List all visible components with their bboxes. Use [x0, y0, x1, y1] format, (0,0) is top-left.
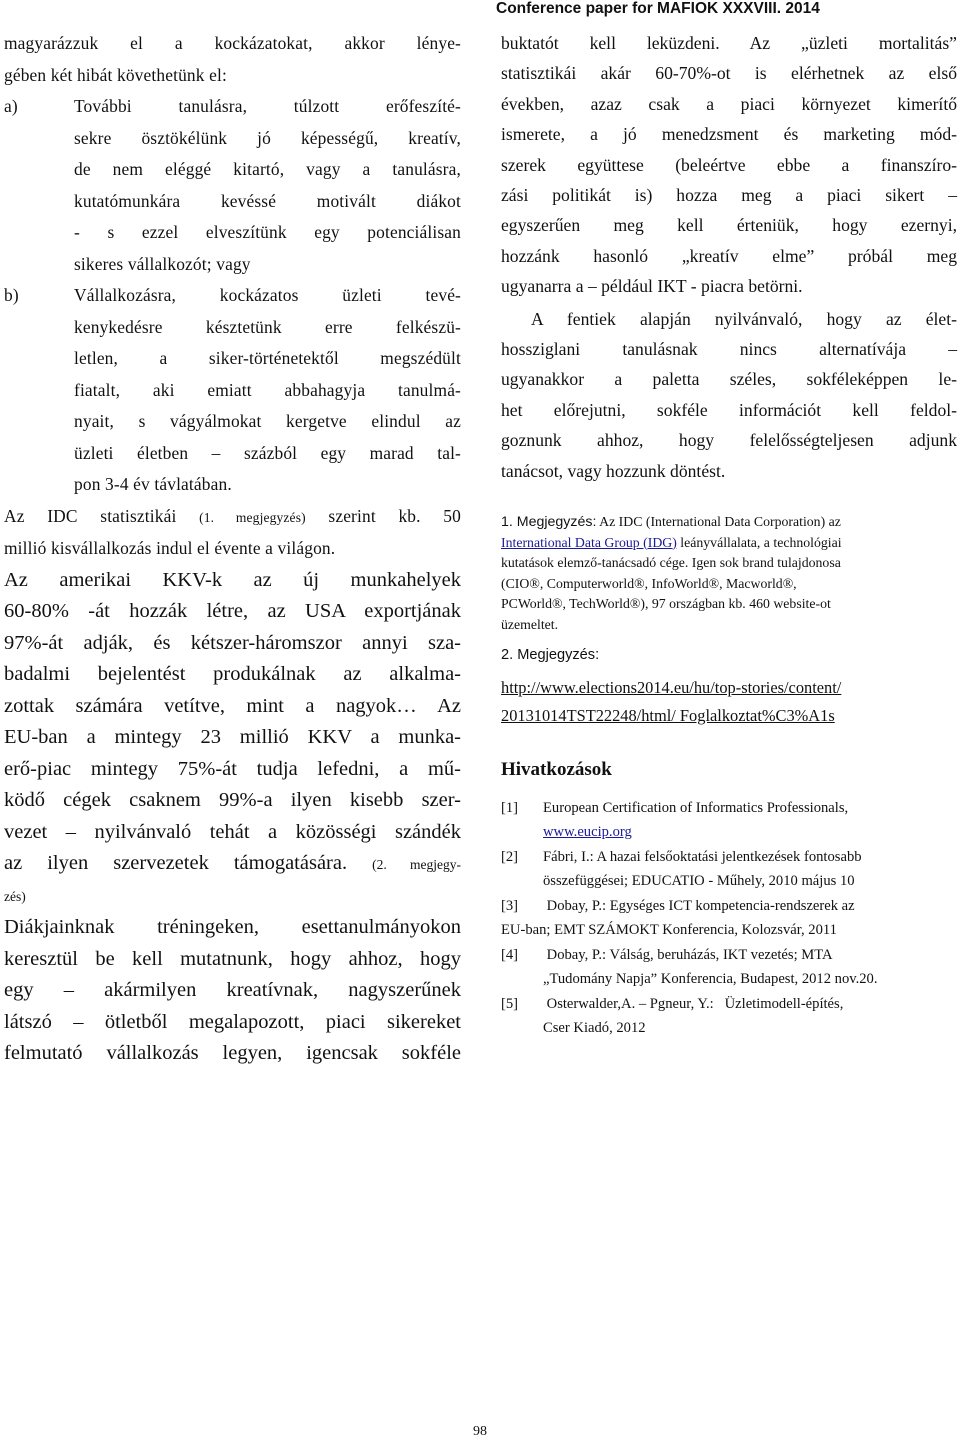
idc-paragraph	[4, 501, 461, 565]
text-line: ugyanarra a – például IKT - piacra betörni.	[501, 276, 803, 297]
reference-text: Cser Kiadó, 2012	[543, 1020, 646, 1037]
reference-text: EU-ban; EMT SZÁMOKT Konferencia, Kolozsvár, 2011	[501, 922, 837, 939]
text-line: magyarázzuk el a kockázatokat, akkor lénye-	[4, 33, 461, 53]
text-line: Az IDC statisztikái (1. megjegyzés) szerint kb. 50	[4, 505, 461, 526]
mortality-paragraph	[501, 28, 957, 302]
left-column	[4, 28, 461, 1070]
right-column	[501, 28, 957, 1041]
text-line: zási politikát is) hozza meg a piaci sikert –	[501, 185, 957, 206]
text-line: ködő cégek csaknem 99%-a ilyen kisebb szer-	[4, 789, 461, 811]
text-line: EU-ban a mintegy 23 millió KKV a munka-	[4, 726, 461, 748]
training-paragraph	[4, 912, 461, 1070]
list-item-b	[4, 280, 461, 501]
text-line: (CIO®, Computerworld®, InfoWorld®, Macworld®,	[501, 575, 797, 591]
footnote-ref: (1. megjegyzés)	[199, 509, 306, 525]
text-line: üzemeltet.	[501, 617, 559, 633]
text-line: fiatalt, aki emiatt abbahagyja tanulmá-	[74, 379, 461, 400]
text-line: egyszerűen meg kell érteniük, hogy ezernyi,	[501, 215, 957, 236]
text-line: badalmi bejelentést produkálnak az alkalma-	[4, 663, 461, 685]
reference-text: „Tudomány Napja” Konferencia, Budapest, 2012 nov.20.	[543, 971, 878, 988]
footnote-1	[501, 512, 957, 636]
text-line: goznunk ahhoz, hogy felelősségteljesen adjunk	[501, 430, 957, 451]
reference-item	[501, 992, 957, 1041]
text-line: vezet – nyilvánvaló tehát a közösségi szándék	[4, 820, 461, 843]
conclusion-paragraph	[501, 304, 957, 486]
text-line: Az amerikai KKV-k az új munkahelyek	[4, 568, 461, 591]
reference-item	[501, 796, 957, 845]
text-line: üzleti életben – százból egy marad tal-	[74, 442, 461, 463]
text-line: - s ezzel elveszítünk egy potenciálisan	[74, 222, 461, 242]
eucip-link[interactable]: www.eucip.org	[543, 824, 632, 841]
kkv-paragraph	[4, 565, 461, 913]
reference-number: [2]	[501, 848, 519, 865]
footnote-ref: (2. megjegy-	[372, 857, 462, 872]
footnote-label: 2. Megjegyzés:	[501, 646, 600, 663]
list-item-a	[4, 91, 461, 280]
text-line: letlen, a siker-történetektől megszédült	[74, 348, 461, 368]
text-line: het előrejutni, sokféle információt kell feldol-	[501, 399, 957, 420]
reference-number: [4]	[501, 946, 519, 963]
text-line: de nem eléggé kitartó, vagy a tanulásra,	[74, 159, 461, 179]
text-line: kutatómunkára kevéssé motivált diákot	[74, 190, 461, 211]
footnote-label: 1. Megjegyzés:	[501, 514, 597, 531]
text-line: sikeres vállalkozót; vagy	[74, 253, 251, 274]
text-line: egy – akármilyen kreatívnak, nagyszerűnek	[4, 979, 461, 1001]
list-label: a)	[4, 96, 18, 116]
text-line: International Data Group (IDG) leányvállalata, a technológiai	[501, 534, 842, 550]
text-line: hossziglani tanulásnak nincs alternatívája –	[501, 339, 957, 360]
elections-link-continued[interactable]: 20131014TST22248/html/ Foglalkoztat%C3%A1s	[501, 705, 835, 725]
reference-number: [5]	[501, 995, 519, 1012]
footnote-2	[501, 644, 957, 730]
text-line: ugyanakkor a paletta széles, sokféleképpen le-	[501, 369, 957, 390]
text-line: keresztül be kell mutatnunk, hogy ahhoz, hogy	[4, 947, 461, 970]
idg-link[interactable]: International Data Group (IDG)	[501, 534, 677, 550]
intro-paragraph	[4, 28, 461, 91]
text-line: kenykedésre késztetünk erre felkészü-	[74, 316, 461, 337]
text-line: az ilyen szervezetek támogatására. (2. megjegy-	[4, 852, 462, 874]
reference-text: Osterwalder,A. – Pgneur, Y.: Üzletimodell-építés,	[543, 995, 844, 1012]
reference-item	[501, 845, 957, 894]
reference-text: Fábri, I.: A hazai felsőoktatási jelentkezések fontosabb	[543, 848, 862, 865]
text-line: Diákjainknak tréningeken, esettanulmányokon	[4, 916, 461, 938]
text-line: statisztikái akár 60-70%-ot is elérhetnek az első	[501, 63, 957, 84]
text-line: 60-80% -át hozzák létre, az USA exportjának	[4, 600, 461, 622]
reference-item	[501, 943, 957, 992]
reference-text: European Certification of Informatics Professionals,	[543, 799, 849, 816]
text-line: A fentiek alapján nyilvánvaló, hogy az élet-	[531, 308, 957, 329]
page-number: 98	[473, 1424, 487, 1439]
reference-text: összefüggései; EDUCATIO - Műhely, 2010 május 10	[543, 873, 855, 890]
text-line: sekre ösztökélünk jó képességű, kreatív,	[74, 127, 461, 148]
text-line: 1. Megjegyzés: Az IDC (International Data Corporation) az	[501, 514, 841, 531]
references-heading: Hivatkozások	[501, 758, 612, 780]
text-line: felmutató vállalkozás legyen, igencsak sokféle	[4, 1042, 461, 1064]
reference-number: [3]	[501, 897, 519, 914]
text-line: nyait, s vágyálmokat kergetve elindul az	[74, 411, 461, 431]
text-line: 97%-át adják, és kétszer-háromszor annyi sza-	[4, 631, 461, 654]
running-header: Conference paper for MAFIOK XXXVIII. 2014	[496, 0, 820, 17]
text-line: b) Vállalkozásra, kockázatos üzleti tevé-	[74, 280, 461, 312]
text-line: zottak számára vetítve, mint a nagyok… Az	[4, 694, 461, 717]
text-line: gében két hibát követhetünk el:	[4, 64, 227, 85]
text-line: hozzánk hasonló „kreatív elme” próbál meg	[501, 245, 957, 266]
list-label: b)	[4, 285, 19, 305]
text-line: millió kisvállalkozás indul el évente a világon.	[4, 538, 336, 558]
reference-text: Dobay, P.: Válság, beruházás, IKT vezetés; MTA	[543, 946, 833, 963]
elections-link[interactable]: http://www.elections2014.eu/hu/top-stories/content/	[501, 677, 842, 697]
text-line: években, azaz csak a piaci környezet kimerítő	[501, 93, 957, 114]
text-line: látszó – ötletből megalapozott, piaci sikereket	[4, 1010, 461, 1033]
text-line: tanácsot, vagy hozzunk döntést.	[501, 460, 726, 481]
text-line: PCWorld®, TechWorld®), 97 országban kb. 460 website-ot	[501, 596, 831, 612]
text-line: szerek együttese (beleértve ebbe a finanszíro-	[501, 154, 957, 175]
text-line: a) További tanulásra, túlzott erőfeszíté-	[74, 91, 461, 123]
text-line: ismerete, a jó menedzsment és marketing mód-	[501, 124, 957, 145]
reference-item	[501, 894, 957, 943]
references-list	[501, 796, 957, 1041]
reference-text: Dobay, P.: Egységes ICT kompetencia-rendszerek az	[543, 897, 855, 914]
footnote-ref: zés)	[4, 888, 26, 904]
text-line: buktatót kell leküzdeni. Az „üzleti mortalitás”	[501, 33, 957, 53]
text-line: kutatások elemző-tanácsadó cége. Igen sok brand tulajdonosa	[501, 555, 841, 571]
text-line: erő-piac mintegy 75%-át tudja lefedni, a mű-	[4, 757, 461, 780]
reference-number: [1]	[501, 799, 519, 816]
text-line: pon 3-4 év távlatában.	[74, 474, 232, 494]
